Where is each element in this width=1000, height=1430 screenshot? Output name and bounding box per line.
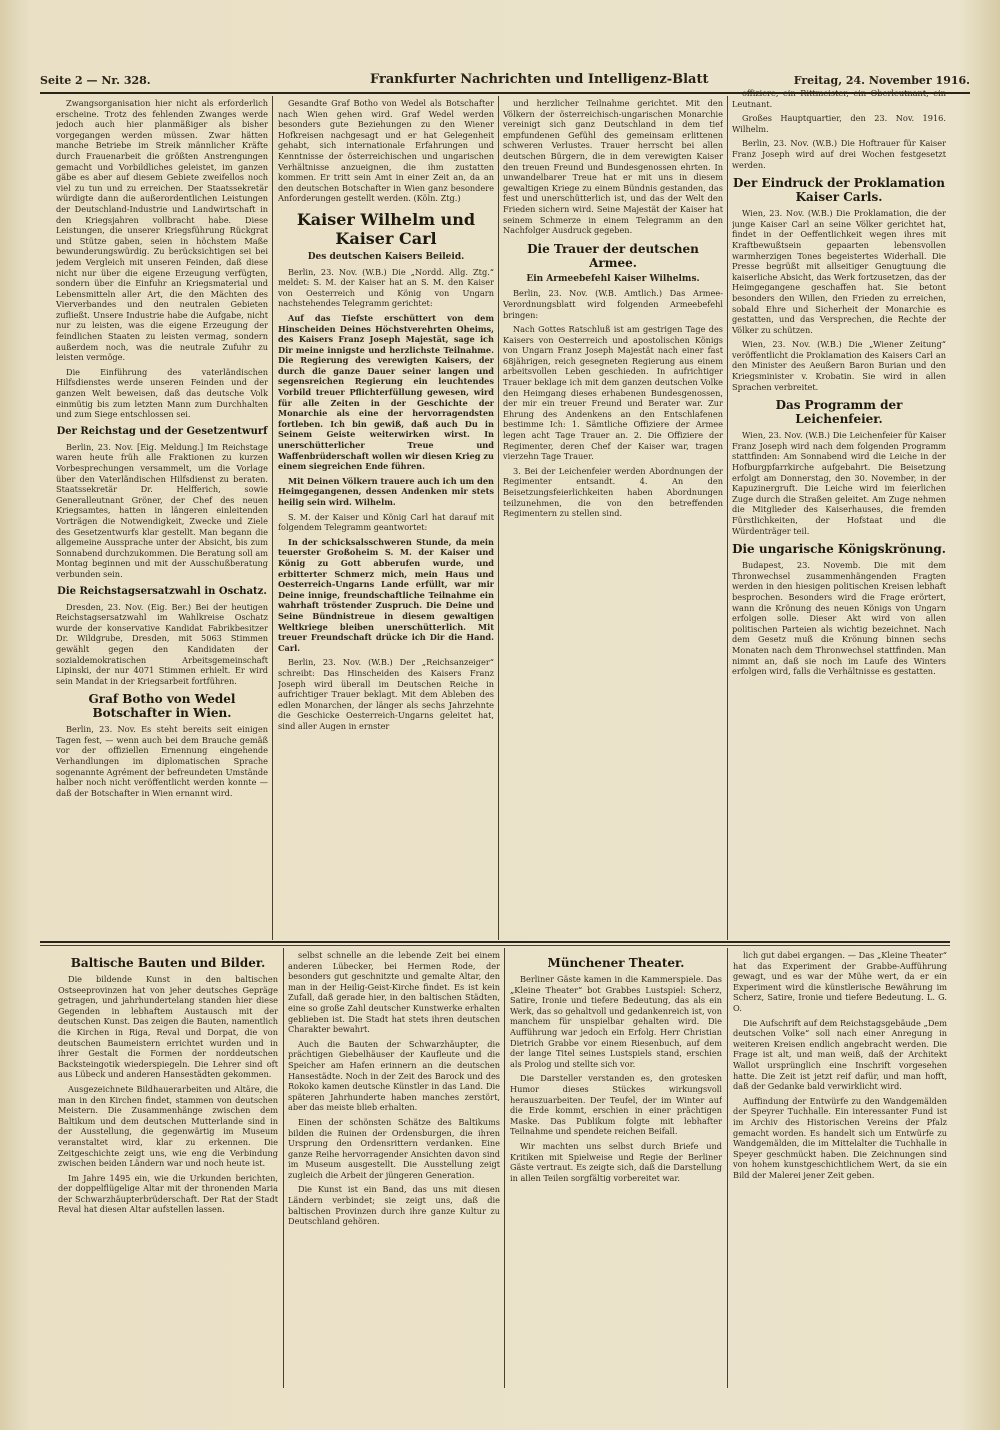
- page-number: Seite 2 — Nr. 328.: [40, 74, 151, 87]
- issue-date: Freitag, 24. November 1916.: [793, 74, 970, 87]
- article-headline: Das Programm der Leichenfeier.: [775, 398, 903, 427]
- article-text: Im Jahre 1495 ein, wie die Urkunden berichten, der doppelflügelige Altar mit der thronenden Maria der Schwarzhäupterbrüderschaft. Der Rat der Stadt Reval hat diesen Altar aufstellen lassen.: [58, 1172, 278, 1215]
- article-text: Einen der schönsten Schätze des Baltikums bilden die Ruinen der Ordensburgen, die ihren Ursprung den Ordensrittern verdanken. Eine ganze Reihe hervorragender Ansichten davon sind im Museum ausgestellt. Die Ausstellung zeigt zugleich die Arbeit der jüngeren Generation.: [288, 1116, 500, 1180]
- column-2: [278, 98, 494, 940]
- article-subheadline: Des deutschen Kaisers Beileid.: [307, 251, 465, 262]
- article-headline: Der Eindruck der Proklamation Kaiser Carls.: [732, 176, 946, 205]
- column-divider: [727, 96, 728, 940]
- article-text: Auf das Tiefste erschüttert von dem Hinscheiden Deines Höchstverehrten Oheims, des Kaisers Franz Joseph Majestät, sage ich Dir meine innigste und herzlichste Teilnahme. Die Regierung des verewigten Kaisers, der durch die ganze Dauer seiner langen und segensreichen Regierung ein leuchtendes Vorbild treuer Pflichterfüllung gewesen, wird für alle Zeiten in der Geschichte der Monarchie als eine der hervorragendsten fortleben. Ich bin gewiß, daß auch Du in Seinem Geiste weiterwirken wirst. In unerschütterlicher Treue und Waffenbrüderschaft wollen wir diesen Krieg zu einem siegreichen Ende führen.: [278, 312, 494, 472]
- article-subheadline: Ein Armeebefehl Kaiser Wilhelms.: [526, 273, 700, 284]
- article-headline: Die ungarische Königskrönung.: [732, 542, 946, 557]
- article-text: Wien, 23. Nov. (W.B.) Die „Wiener Zeitung“ veröffentlicht die Proklamation des Kaisers Carl an den Minister des Aeußern Baron Burian und den Kriegsminister v. Krobatin. Sie wird in allen Sprachen verbreitet.: [732, 339, 946, 392]
- column-3: [503, 98, 723, 940]
- article-text: Großes Hauptquartier, den 23. Nov. 1916. Wilhelm.: [732, 113, 946, 134]
- article-text: Die Aufschrift auf dem Reichstagsgebäude „Dem deutschen Volke“ soll nach einer Anregung in weiteren Kreisen endlich angebracht werden. Die Frage ist alt, und man weiß, daß der Architekt Wallot ursprünglich eine Inschrift vorgesehen hatte. Die Zeit ist jetzt reif dafür, und man hofft, daß der Gedanke bald verwirklicht wird.: [733, 1017, 947, 1092]
- article-text: Berliner Gäste kamen in die Kammerspiele. Das „Kleine Theater“ bot Grabbes Lustspiel: Scherz, Satire, Ironie und tiefere Bedeutung, das als ein Werk, das so gehaltvoll und gedankenreich ist, von manchem für unspielbar gehalten wird. Die Aufführung war jedoch ein Erfolg. Herr Christian Dietrich Grabbe vor einem Riesenbuch, auf dem der lange Titel seines Lustspiels stand, erschien als Prolog und stellte sich vor.: [510, 974, 722, 1069]
- feuilleton-column-1: [58, 950, 278, 1388]
- article-text: Berlin, 23. Nov. (W.B.) Die „Nordd. Allg. Ztg.“ meldet: S. M. der Kaiser hat an S. M. den Kaiser von Oesterreich und König von Ungarn nachstehendes Telegramm gerichtet:: [278, 266, 494, 309]
- article-text: Berlin, 23. Nov. (W.B.) Die Hoftrauer für Kaiser Franz Joseph wird auf drei Wochen festgesetzt werden.: [732, 138, 946, 170]
- article-text: Auch die Bauten der Schwarzhäupter, die prächtigen Giebelhäuser der Kaufleute und die Speicher am Hafen erinnern an die deutschen Hansestädte. Noch in der Zeit des Barock und des Rokoko kamen deutsche Künstler in das Land. Die späteren Jahrhunderte haben manches zerstört, aber das meiste blieb erhalten.: [288, 1038, 500, 1113]
- article-text: Auffindung der Entwürfe zu den Wandgemälden der Speyrer Tuchhalle. Ein interessanter Fund ist im Archiv des Historischen Vereins der Pfalz gemacht worden. Es handelt sich um Entwürfe zu Wandgemälden, die im Mittelalter die Tuchhalle in Speyer geschmückt haben. Die Zeichnungen sind von hohem kunstgeschichtlichem Wert, da sie ein Bild der Malerei jener Zeit geben.: [733, 1095, 947, 1180]
- feuilleton-column-4: [733, 950, 947, 1388]
- article-headline: Die Reichstagsersatzwahl in Oschatz.: [57, 585, 267, 597]
- newspaper-title: Frankfurter Nachrichten und Intelligenz-Blatt: [370, 72, 709, 87]
- article-text: Die Einführung des vaterländischen Hilfsdienstes werde unseren Feinden und der ganzen Welt beweisen, daß das deutsche Volk einmütig bis zum letzten Mann zum Durchhalten und zum Siege entschlossen sei.: [56, 366, 268, 420]
- article-headline: Der Reichstag und der Gesetzentwurf: [56, 425, 268, 437]
- article-text: Budapest, 23. Novemb. Die mit dem Thronwechsel zusammenhängenden Fragten werden in den hiesigen politischen Kreisen lebhaft besprochen. Besonders wird die Frage erörtert, wann die Krönung des neuen Königs von Ungarn erfolgen solle. Dieser Akt wird von allen politischen Parteien als wichtig bezeichnet. Nach dem Gesetz muß die Krönung binnen sechs Monaten nach dem Thronwechsel stattfinden. Man nimmt an, daß sie noch im Laufe des Winters erfolgen wird, falls die Verhältnisse es gestatten.: [732, 560, 946, 677]
- feuilleton-rule: [40, 941, 950, 943]
- article-text: Berlin, 23. Nov. [Eig. Meldung.] Im Reichstage waren heute früh alle Fraktionen zu kurzen Vorbesprechungen versammelt, um die Vorlage über den Vaterländischen Hilfsdienst zu beraten. Staatssekretär Dr. Helfferich, sowie Generalleutnant Gröner, der Chef des neuen Kriegsamtes, hatten in längeren einleitenden Vorträgen die Notwendigkeit, Zwecke und Ziele des Gesetzentwurfs klar gestellt. Man begann die allgemeine Aussprache unter der Absicht, bis zum Sonnabend durchzukommen. Die Beratung soll am Montag beginnen und mit der Ausschußberatung verbunden sein.: [56, 441, 268, 579]
- article-text: und herzlicher Teilnahme gerichtet. Mit den Völkern der österreichisch-ungarischen Monarchie vereinigt sich ganz Deutschland in dem tief empfundenen Gefühl des gemeinsam erlittenen schweren Verlustes. Trauer herrscht bei allen deutschen Bürgern, die in dem verewigten Kaiser den treuen Freund und Bundesgenossen ehrten. In unwandelbarer Treue hat er mit uns in diesem gewaltigen Kriege zu einem Bündnis gestanden, das fest und unerschütterlich ist, und das der Welt den Frieden sichern wird. Seine Majestät der Kaiser hat seinem Schmerze in einem Telegramm an den Nachfolger Ausdruck gegeben.: [503, 98, 723, 236]
- article-text: Berlin, 23. Nov. Es steht bereits seit einigen Tagen fest, — wenn auch bei dem Brauche gemäß vor der offiziellen Ernennung eingehende Verhandlungen im diplomatischen Sprache sogenannte Agrément der befreundeten Umstände halber noch nicht veröffentlicht werden konnte — daß der Botschafter in Wien ernannt wird.: [56, 724, 268, 798]
- article-text: Mit Deinen Völkern trauere auch ich um den Heimgegangenen, dessen Andenken mir stets heilig sein wird. Wilhelm.: [278, 475, 494, 507]
- article-text: Wien, 23. Nov. (W.B.) Die Leichenfeier für Kaiser Franz Joseph wird nach dem folgenden Programm stattfinden: Am Sonnabend wird die Leiche in der Hofburgpfarrkirche aufgebahrt. Die Beisetzung erfolgt am Donnerstag, den 30. November, in der Kapuzinergruft. Die Leiche wird im feierlichen Zuge durch die Straßen geleitet. Am Zuge nehmen die Mitglieder des Kaiserhauses, die fremden Fürstlichkeiten, der Hofstaat und die Würdenträger teil.: [732, 430, 946, 536]
- column-divider: [727, 948, 728, 1388]
- article-text: Gesandte Graf Botho von Wedel als Botschafter nach Wien gehen wird. Graf Wedel werden besonders gute Beziehungen zu den Wiener Hofkreisen nachgesagt und er hat Gelegenheit gehabt, sich internationale Erfahrungen und Kenntnisse der österreichischen und ungarischen Verhältnisse anzueignen, die ihm zustatten kommen. Er tritt sein Amt in einer Zeit an, da an den deutschen Botschafter in Wien ganz besondere Anforderungen gestellt werden. (Köln. Ztg.): [278, 98, 494, 204]
- article-headline: Die Trauer der deutschen Armee.: [527, 241, 699, 270]
- feuilleton-column-3: [510, 950, 722, 1388]
- column-divider: [272, 96, 273, 940]
- article-text: S. M. der Kaiser und König Carl hat darauf mit folgendem Telegramm geantwortet:: [278, 511, 494, 533]
- column-divider: [283, 948, 284, 1388]
- article-text: Nach Gottes Ratschluß ist am gestrigen Tage des Kaisers von Oesterreich und apostolischen Königs von Ungarn Franz Joseph Majestät nach einer fast 68jährigen, reich gesegneten Regierung aus einem arbeitsvollen Leben geschieden. In aufrichtiger Trauer beklage ich mit dem ganzen deutschen Volke den Heimgang dieses erhabenen Bundesgenossen, der mir ein treuer Freund und Berater war. Zur Ehrung des Andenkens an den Entschlafenen bestimme Ich: 1. Sämtliche Offiziere der Armee legen acht Tage Trauer an. 2. Die Offiziere der Regimenter, deren Chef der Kaiser war, tragen vierzehn Tage Trauer.: [503, 324, 723, 462]
- feuilleton-rule: [40, 945, 950, 946]
- column-divider: [504, 948, 505, 1388]
- article-headline: Münchener Theater.: [547, 956, 685, 970]
- article-text: Berlin, 23. Nov. (W.B.) Der „Reichsanzeiger“ schreibt: Das Hinscheiden des Kaisers Franz Joseph wird überall im Deutschen Reiche in aufrichtiger Trauer beklagt. Mit dem Ableben des edlen Monarchen, der länger als sechs Jahrzehnte die Geschicke Oesterreich-Ungarns geleitet hat, sind aller Augen in ernster: [278, 657, 494, 731]
- article-text: selbst schnelle an die lebende Zeit bei einem anderen Lübecker, bei Hermen Rode, der besonders gut geschnitzte und gemalte Altar, den man in der Heilig-Geist-Kirche findet. Es ist kein Zufall, daß gerade hier, in den baltischen Städten, eine so große Zahl deutscher Kunstwerke erhalten geblieben ist. Die Stadt hat stets ihren deutschen Charakter bewahrt.: [288, 950, 500, 1035]
- article-text: Die Kunst ist ein Band, das uns mit diesen Ländern verbindet; sie zeigt uns, daß die baltischen Provinzen durch ihre ganze Kultur zu Deutschland gehören.: [288, 1184, 500, 1227]
- article-headline: Kaiser Wilhelm und Kaiser Carl: [296, 209, 476, 248]
- article-headline: Baltische Bauten und Bilder.: [70, 956, 266, 970]
- article-text: Zwangsorganisation hier nicht als erforderlich erscheine. Trotz des fehlenden Zwanges werde jedoch auch hier planmäßiger als bisher vorgegangen werden müssen. Zwar hätten manche Betriebe im Streik männlicher Kräfte durch Frauenarbeit die größten Anstrengungen gemacht und Vorbildliches geleistet, im ganzen gäbe es aber auf diesem Gebiete zweifellos noch viel zu tun und zu erreichen. Der Staatssekretär würdigte dann die außerordentlichen Leistungen der Deutschland-Industrie und Landwirtschaft in den Kriegsjahren vollbracht habe. Diese Leistungen, die unserer Kriegsführung Rückgrat und Stütze gaben, seien in höchstem Maße bewunderungswürdig. Zu berücksichtigen sei bei jedem Vergleich mit unseren Feinden, daß diese nicht nur über die eigene Erzeugung verfügten, sondern über die Einfuhr an Kriegsmaterial und Lebensmitteln aller Art, die den Mächten des Vierverbandes und den neutralen Gebieten zufließt. Unsere Industrie habe die Aufgabe, nicht nur zu leisten, was die eigene Erzeugung der feindlichen Staaten zu leisten vermag, sondern außerdem noch, was die neutrale Zufuhr zu leisten vermöge.: [56, 98, 268, 363]
- article-text: offiziere, ein Rittmeister, ein Oberleutnant, ein Leutnant.: [732, 88, 946, 109]
- article-text: Die bildende Kunst in den baltischen Ostseeprovinzen hat von jeher deutsches Gepräge getragen, und jahrhundertelang standen hier diese Gegenden in lebhaftem Austausch mit der deutschen Kunst. Das zeigen die Bauten, namentlich die Kirchen in Riga, Reval und Dorpat, die von deutschen Baumeistern errichtet wurden und in ihrer Gestalt die Formen der norddeutschen Backsteingotik wiederspiegeln. Die Lehrer sind oft aus Lübeck und anderen Hansestädten gekommen.: [58, 974, 278, 1080]
- article-headline: Graf Botho von Wedel Botschafter in Wien.: [88, 692, 236, 721]
- article-text: Ausgezeichnete Bildhauerarbeiten und Altäre, die man in den Kirchen findet, stammen von deutschen Meistern. Die Zusammenhänge zwischen dem Baltikum und dem deutschen Mutterlande sind in der Ausstellung, die gegenwärtig im Museum veranstaltet wird, klar zu erkennen. Die Zeitgeschichte zeigt uns, wie eng die Verbindung zwischen beiden Ländern war und noch heute ist.: [58, 1083, 278, 1169]
- article-text: In der schicksalsschweren Stunde, da mein teuerster Großoheim S. M. der Kaiser und König zu Gott abberufen wurde, und erbitterter Schmerz mich, mein Haus und Oesterreich-Ungarns Lande erfüllt, war mir Deine innige, freundschaftliche Teilnahme ein wahrhaft tröstender Zuspruch. Die Deine und Seine Bündnistreue in diesem gewaltigen Weltkriege bleiben unerschütterlich. Mit treuer Freundschaft drücke ich Dir die Hand. Carl.: [278, 536, 494, 653]
- article-text: Wir machten uns selbst durch Briefe und Kritiken mit Spielweise und Regie der Berliner Gäste vertraut. Es zeigte sich, daß die Darstellung in allen Teilen sorgfältig vorbereitet war.: [510, 1140, 722, 1183]
- article-text: lich gut dabei ergangen. — Das „Kleine Theater“ hat das Experiment der Grabbe-Aufführung gewagt, und es war der Mühe wert, da er ein Experiment wird die künstlerische Bewährung im Scherz, Satire, Ironie und tiefere Bedeutung. L. G. O.: [733, 950, 947, 1013]
- article-text: Wien, 23. Nov. (W.B.) Die Proklamation, die der junge Kaiser Carl an seine Völker gerichtet hat, findet in der Oeffentlichkeit wegen ihres mit Kraftbewußtsein gepaarten lebensvollen warmherzigen Tones begeistertes Widerhall. Die Presse begrüßt mit allseitiger Genugtuung die kaiserliche Absicht, das Werk fortzusetzen, das der Heimgegangene geschaffen hat. Sie betont besonders den Willen, den Frieden zu erreichen, sobald Ehre und Sicherheit der Monarchie es gestatten, und das Versprechen, die Rechte der Völker zu schützen.: [732, 208, 946, 335]
- column-1: [56, 98, 268, 940]
- article-text: 3. Bei der Leichenfeier werden Abordnungen der Regimenter entsandt. 4. An den Beisetzungsfeierlichkeiten haben Abordnungen teilzunehmen, die von den betreffenden Regimentern zu stellen sind.: [503, 465, 723, 519]
- article-text: Dresden, 23. Nov. (Eig. Ber.) Bei der heutigen Reichstagsersatzwahl im Wahlkreise Oschatz wurde der konservative Kandidat Fabrikbesitzer Dr. Wildgrube, Dresden, mit 5063 Stimmen gewählt gegen den Kandidaten der sozialdemokratischen Arbeitsgemeinschaft Lipinski, der nur 4071 Stimmen erhielt. Er wird sein Mandat in der Kriegsarbeit fortführen.: [56, 601, 268, 686]
- feuilleton-column-2: [288, 950, 500, 1388]
- column-4: [732, 88, 946, 940]
- column-divider: [498, 96, 499, 940]
- article-text: Berlin, 23. Nov. (W.B. Amtlich.) Das Armee-Verordnungsblatt wird folgenden Armeebefehl bringen:: [503, 288, 723, 320]
- article-text: Die Darsteller verstanden es, den grotesken Humor dieses Stückes wirkungsvoll herauszuarbeiten. Der Teufel, der im Winter auf die Erde kommt, erschien in einer prächtigen Maske. Das Publikum folgte mit lebhafter Teilnahme und spendete reichen Beifall.: [510, 1073, 722, 1137]
